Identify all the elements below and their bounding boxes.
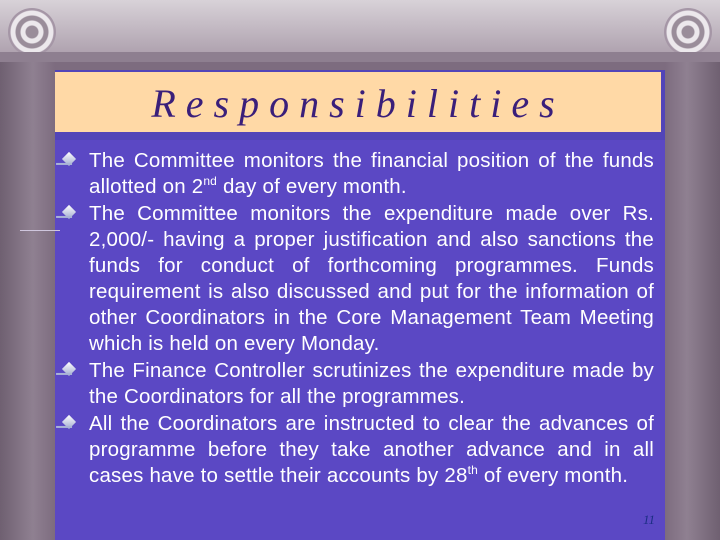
diamond-bullet-icon <box>62 415 76 429</box>
scroll-ornament-icon <box>664 8 712 56</box>
scroll-ornament-icon <box>8 8 56 56</box>
decorative-rule <box>20 230 60 231</box>
title-bar <box>55 72 661 132</box>
diamond-bullet-icon <box>62 362 76 376</box>
list-item: All the Coordinators are instructed to clear the advances of programme before they take another advance and in all cases have to settle their accounts by 28th of every month. <box>60 411 654 489</box>
page-number: 11 <box>643 512 656 527</box>
diamond-bullet-icon <box>62 205 76 219</box>
slide-title: Responsibilities <box>151 81 565 126</box>
bullet-list <box>60 148 654 490</box>
diamond-bullet-icon <box>62 152 76 166</box>
list-item: The Committee monitors the financial position of the funds allotted on 2nd day of every month. <box>60 148 654 200</box>
frieze-band <box>0 52 720 62</box>
list-item: The Committee monitors the expenditure made over Rs. 2,000/- having a proper justification and also sanctions the funds for conduct of forthcoming programmes. Funds requirement is also discussed and put for the information of other Coordinators in the Core Management Team Meeting which is held on every Monday. <box>60 201 654 357</box>
right-pillar <box>665 62 720 540</box>
left-pillar <box>0 62 55 540</box>
list-item: The Finance Controller scrutinizes the expenditure made by the Coordinators for all the programmes. <box>60 358 654 410</box>
column-capital <box>0 0 720 62</box>
